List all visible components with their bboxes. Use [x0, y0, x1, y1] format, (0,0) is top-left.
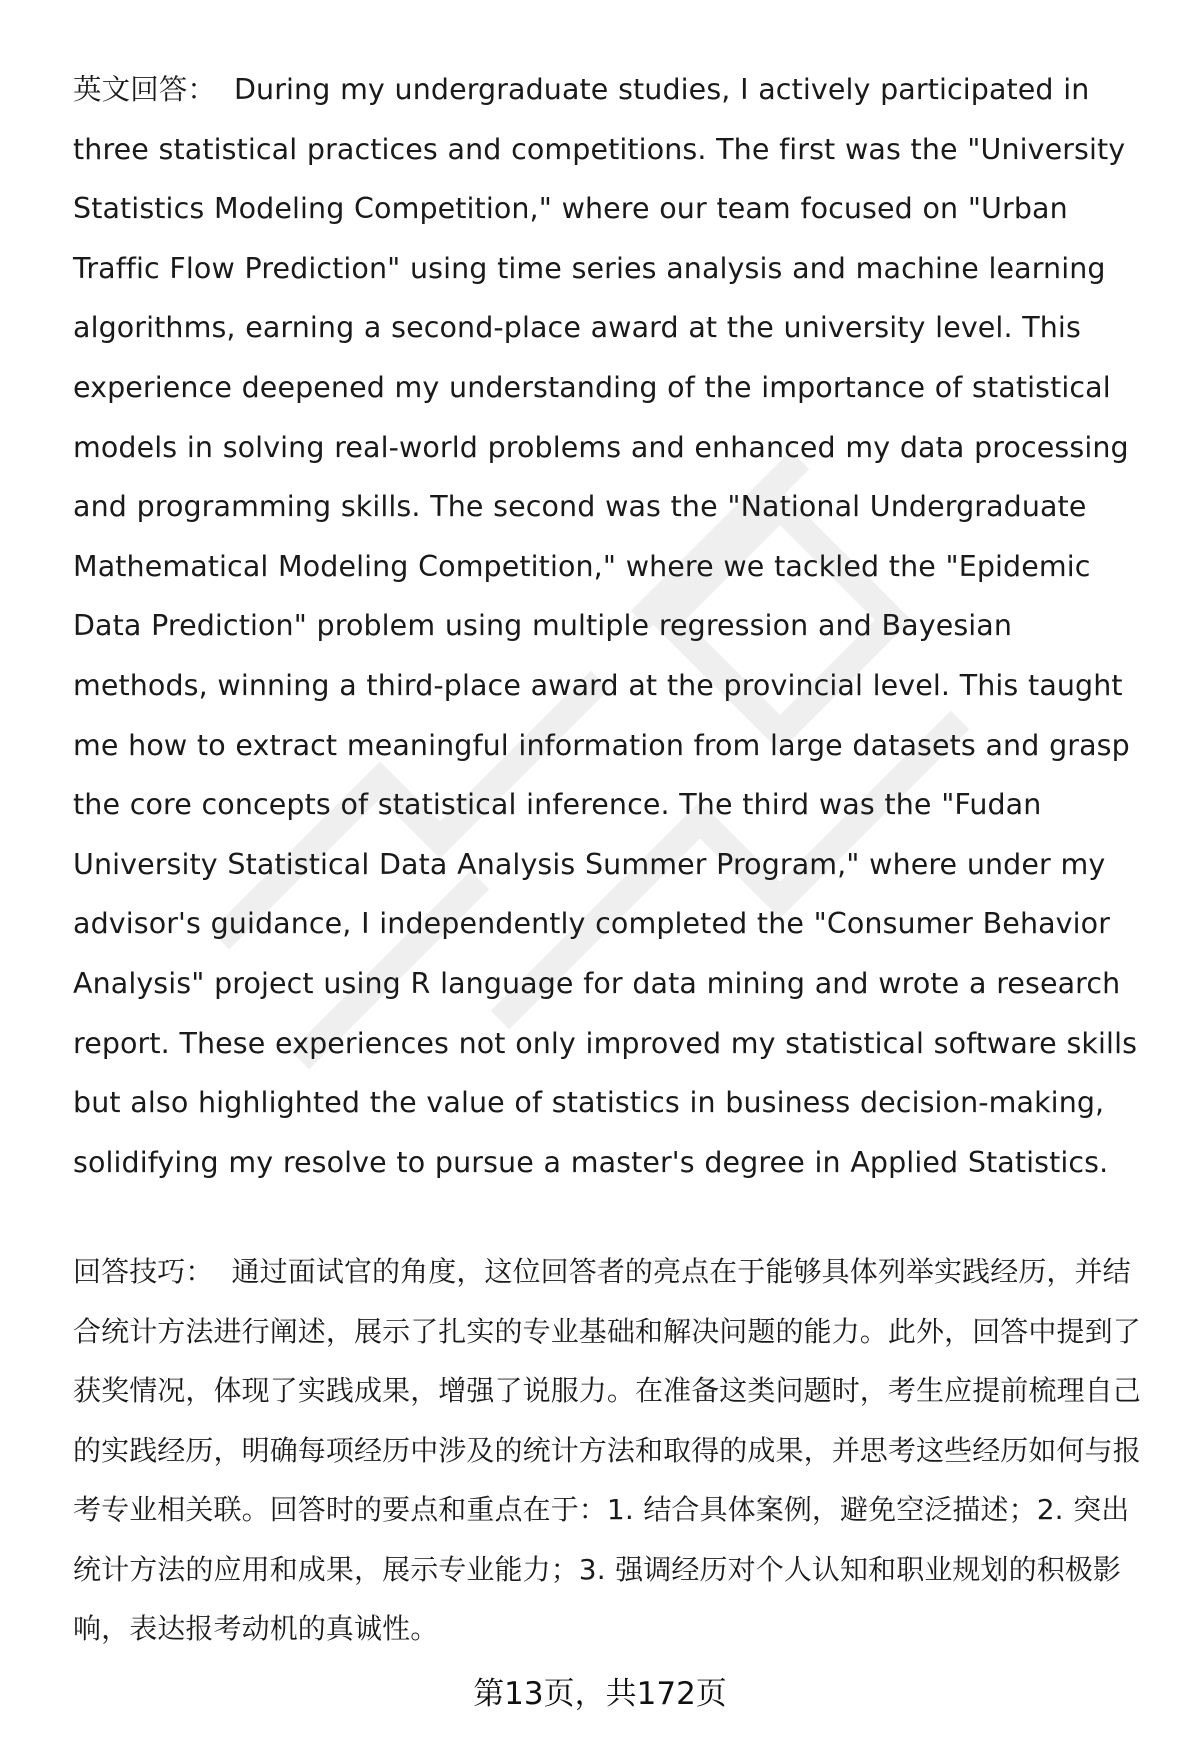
answer-tips-text: 通过面试官的角度，这位回答者的亮点在于能够具体列举实践经历，并结合统计方法进行阐述，展示了扎实的专业基础和解决问题的能力。此外，回答中提到了获奖情况，体现了实践成果，增强了说服力。在准备这类问题时，考生应提前梳理自己的实践经历，明确每项经历中涉及的统计方法和取得的成果，并思考这些经历如何与报考专业相关联。回答时的要点和重点在于：1. 结合具体案例，避免空泛描述；2. 突出统计方法的应用和成果，展示专业能力；3. 强调经历对个人认知和职业规划的积极影响，表达报考动机的真诚性。	[73, 1255, 1141, 1645]
answer-tips-label: 回答技巧：	[73, 1255, 214, 1288]
english-answer-section	[73, 60, 1153, 1192]
answer-tips-section	[73, 1242, 1153, 1659]
page-indicator: 第13页，共172页	[473, 1676, 727, 1712]
english-answer-text: During my undergraduate studies, I actively participated in three statistical practices and competitions. The first was the "University Statistics Modeling Competition," where our team focused on "Urban Traffic Flow Prediction" using time series analysis and machine learning algorithms, earning a second-place award at the university level. This experience deepened my understanding of the importance of statistical models in solving real-world problems and enhanced my data processing and programming skills. The second was the "National Undergraduate Mathematical Modeling Competition," where we tackled the "Epidemic Data Prediction" problem using multiple regression and Bayesian methods, winning a third-place award at the provincial level. This taught me how to extract meaningful information from large datasets and grasp the core concepts of statistical inference. The third was the "Fudan University Statistical Data Analysis Summer Program," where under my advisor's guidance, I independently completed the "Consumer Behavior Analysis" project using R language for data mining and wrote a research report. These experiences not only improved my statistical software skills but also highlighted the value of statistics in business decision-making, solidifying my resolve to pursue a master's degree in Applied Statistics.	[73, 73, 1138, 1179]
english-answer-label: 英文回答：	[73, 73, 217, 106]
